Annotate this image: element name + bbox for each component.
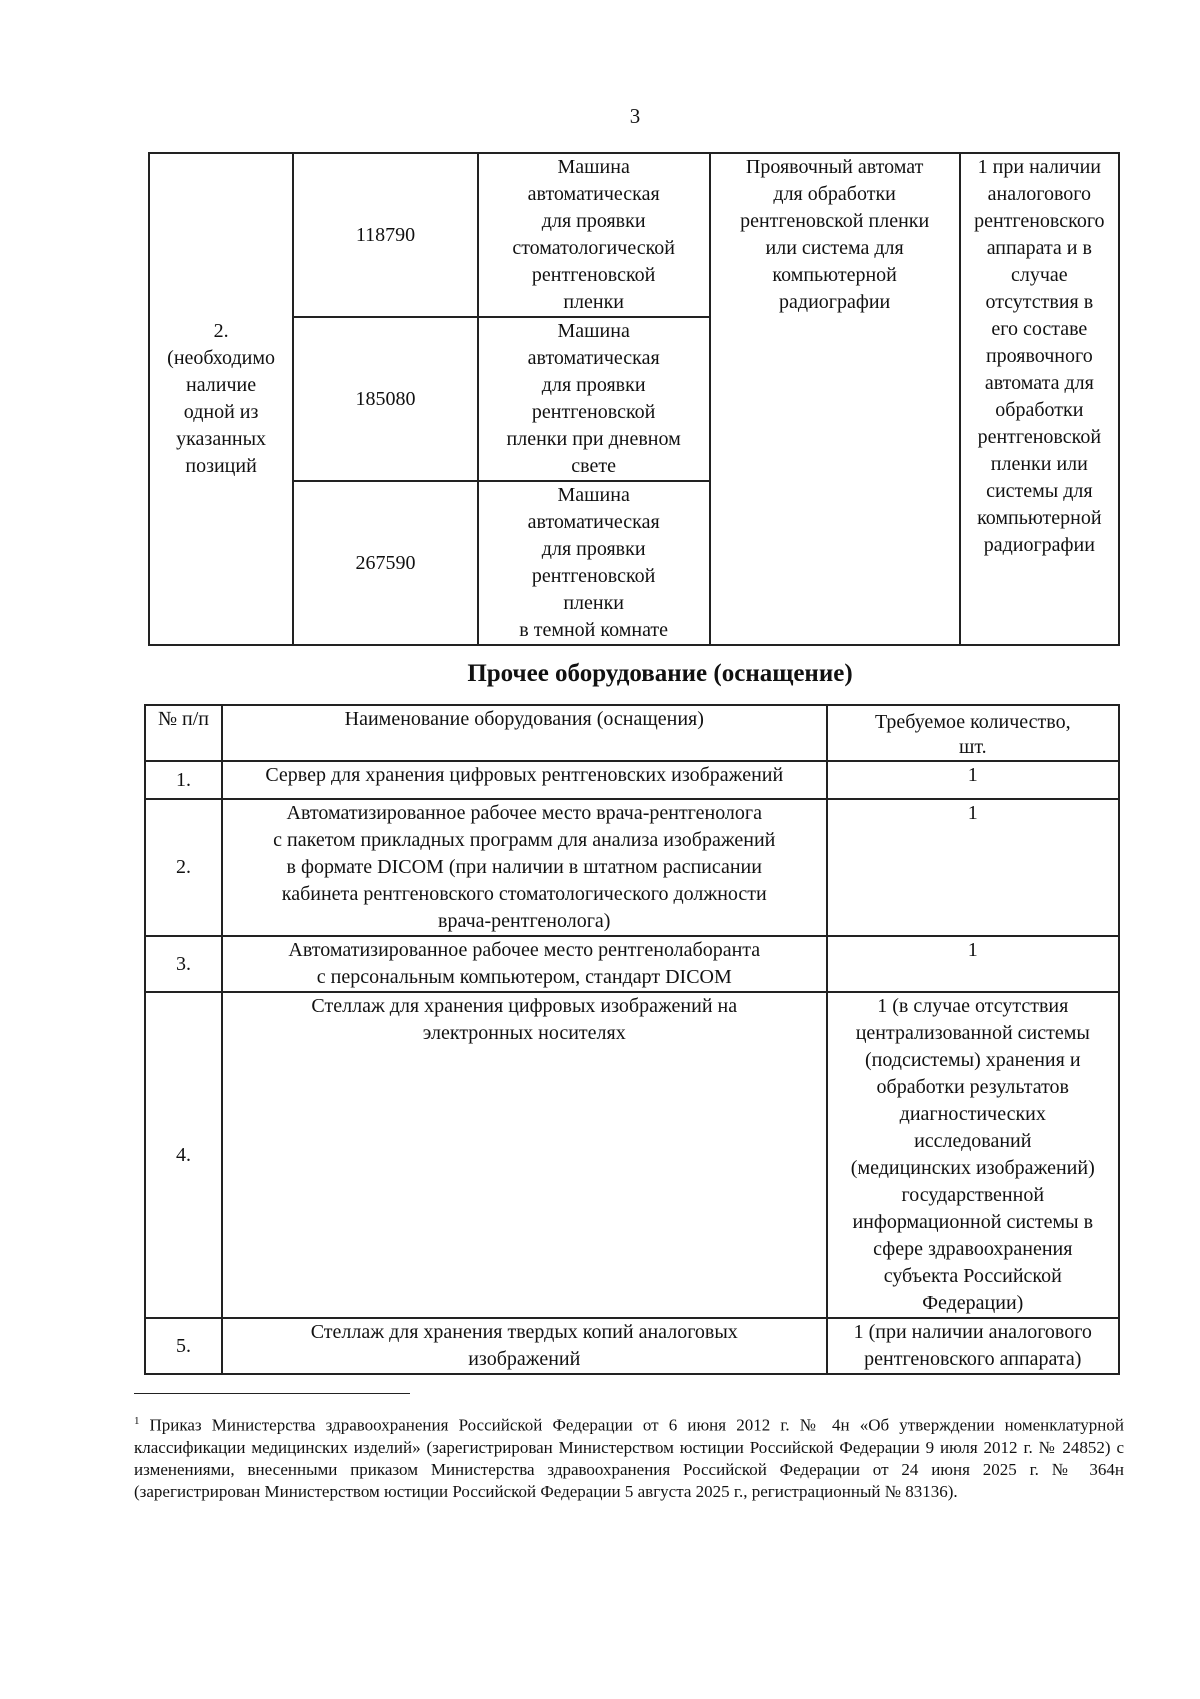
equipment-name-cell: Машина автоматическая для проявки стоматологической рентгеновской пленки — [478, 153, 710, 317]
header-number: № п/п — [145, 705, 222, 761]
row-number: 5. — [145, 1318, 222, 1374]
footnote-text: Приказ Министерства здравоохранения Российской Федерации от 6 июня 2012 г. № 4н «Об утверждении номенклатурной классификации медицинских изделий» (зарегистрирован Министерством юстиции Российской Федерации 9 июля 2012 г. № 24852) с изменениями, внесенными приказом Министерства здравоохранения Российской Федерации от 24 июня 2025 г. № 364н (зарегистрирован Министерством юстиции Российской Федерации 5 августа 2025 г., регистрационный № 83136). — [134, 1415, 1124, 1501]
table-row — [145, 992, 1119, 1318]
position-number-cell: 2. (необходимо наличие одной из указанных позиций — [149, 153, 293, 645]
row-name: Стеллаж для хранения цифровых изображений на электронных носителях — [222, 992, 827, 1318]
table-row — [145, 799, 1119, 936]
row-number: 3. — [145, 936, 222, 992]
table-row — [145, 936, 1119, 992]
table-row — [145, 1318, 1119, 1374]
row-name: Автоматизированное рабочее место врача-рентгенолога с пакетом прикладных программ для анализа изображений в формате DICOM (при наличии в штатном расписании кабинета рентгеновского стоматологического должности врача-рентгенолога) — [222, 799, 827, 936]
code-cell: 118790 — [293, 153, 478, 317]
table-header-row — [145, 705, 1119, 761]
table-row — [149, 153, 1119, 317]
code-cell: 267590 — [293, 481, 478, 645]
row-number: 1. — [145, 761, 222, 799]
row-name: Сервер для хранения цифровых рентгеновских изображений — [222, 761, 827, 799]
footnote-divider — [134, 1393, 410, 1394]
row-quantity: 1 (при наличии аналогового рентгеновского аппарата) — [827, 1318, 1119, 1374]
header-quantity: Требуемое количество, шт. — [827, 705, 1119, 761]
row-quantity: 1 — [827, 799, 1119, 936]
row-number: 4. — [145, 992, 222, 1318]
row-quantity: 1 — [827, 936, 1119, 992]
row-number: 2. — [145, 799, 222, 936]
equipment-name-cell: Машина автоматическая для проявки рентгеновской пленки при дневном свете — [478, 317, 710, 481]
table-row — [145, 761, 1119, 799]
equipment-name-cell: Машина автоматическая для проявки рентгеновской пленки в темной комнате — [478, 481, 710, 645]
row-name: Автоматизированное рабочее место рентгенолаборанта с персональным компьютером, стандарт DICOM — [222, 936, 827, 992]
row-name: Стеллаж для хранения твердых копий аналоговых изображений — [222, 1318, 827, 1374]
footnote — [134, 1410, 1124, 1503]
section-title: Прочее оборудование (оснащение) — [467, 660, 853, 687]
page-number: 3 — [629, 104, 641, 128]
footnote-marker: 1 — [134, 1415, 140, 1427]
row-quantity: 1 (в случае отсутствия централизованной системы (подсистемы) хранения и обработки результатов диагностических исследований (медицинских изображений) государственной информационной системы в сфере здравоохранения субъекта Российской Федерации) — [827, 992, 1119, 1318]
standard-name-cell: Проявочный автомат для обработки рентгеновской пленки или система для компьютерной радиографии — [710, 153, 960, 645]
equipment-continuation-table — [148, 152, 1120, 646]
header-name: Наименование оборудования (оснащения) — [222, 705, 827, 761]
row-quantity: 1 — [827, 761, 1119, 799]
code-cell: 185080 — [293, 317, 478, 481]
quantity-cell: 1 при наличии аналогового рентгеновского аппарата и в случае отсутствия в его составе проявочного автомата для обработки рентгеновской пленки или системы для компьютерной радиографии — [960, 153, 1119, 645]
other-equipment-table — [144, 704, 1120, 1375]
